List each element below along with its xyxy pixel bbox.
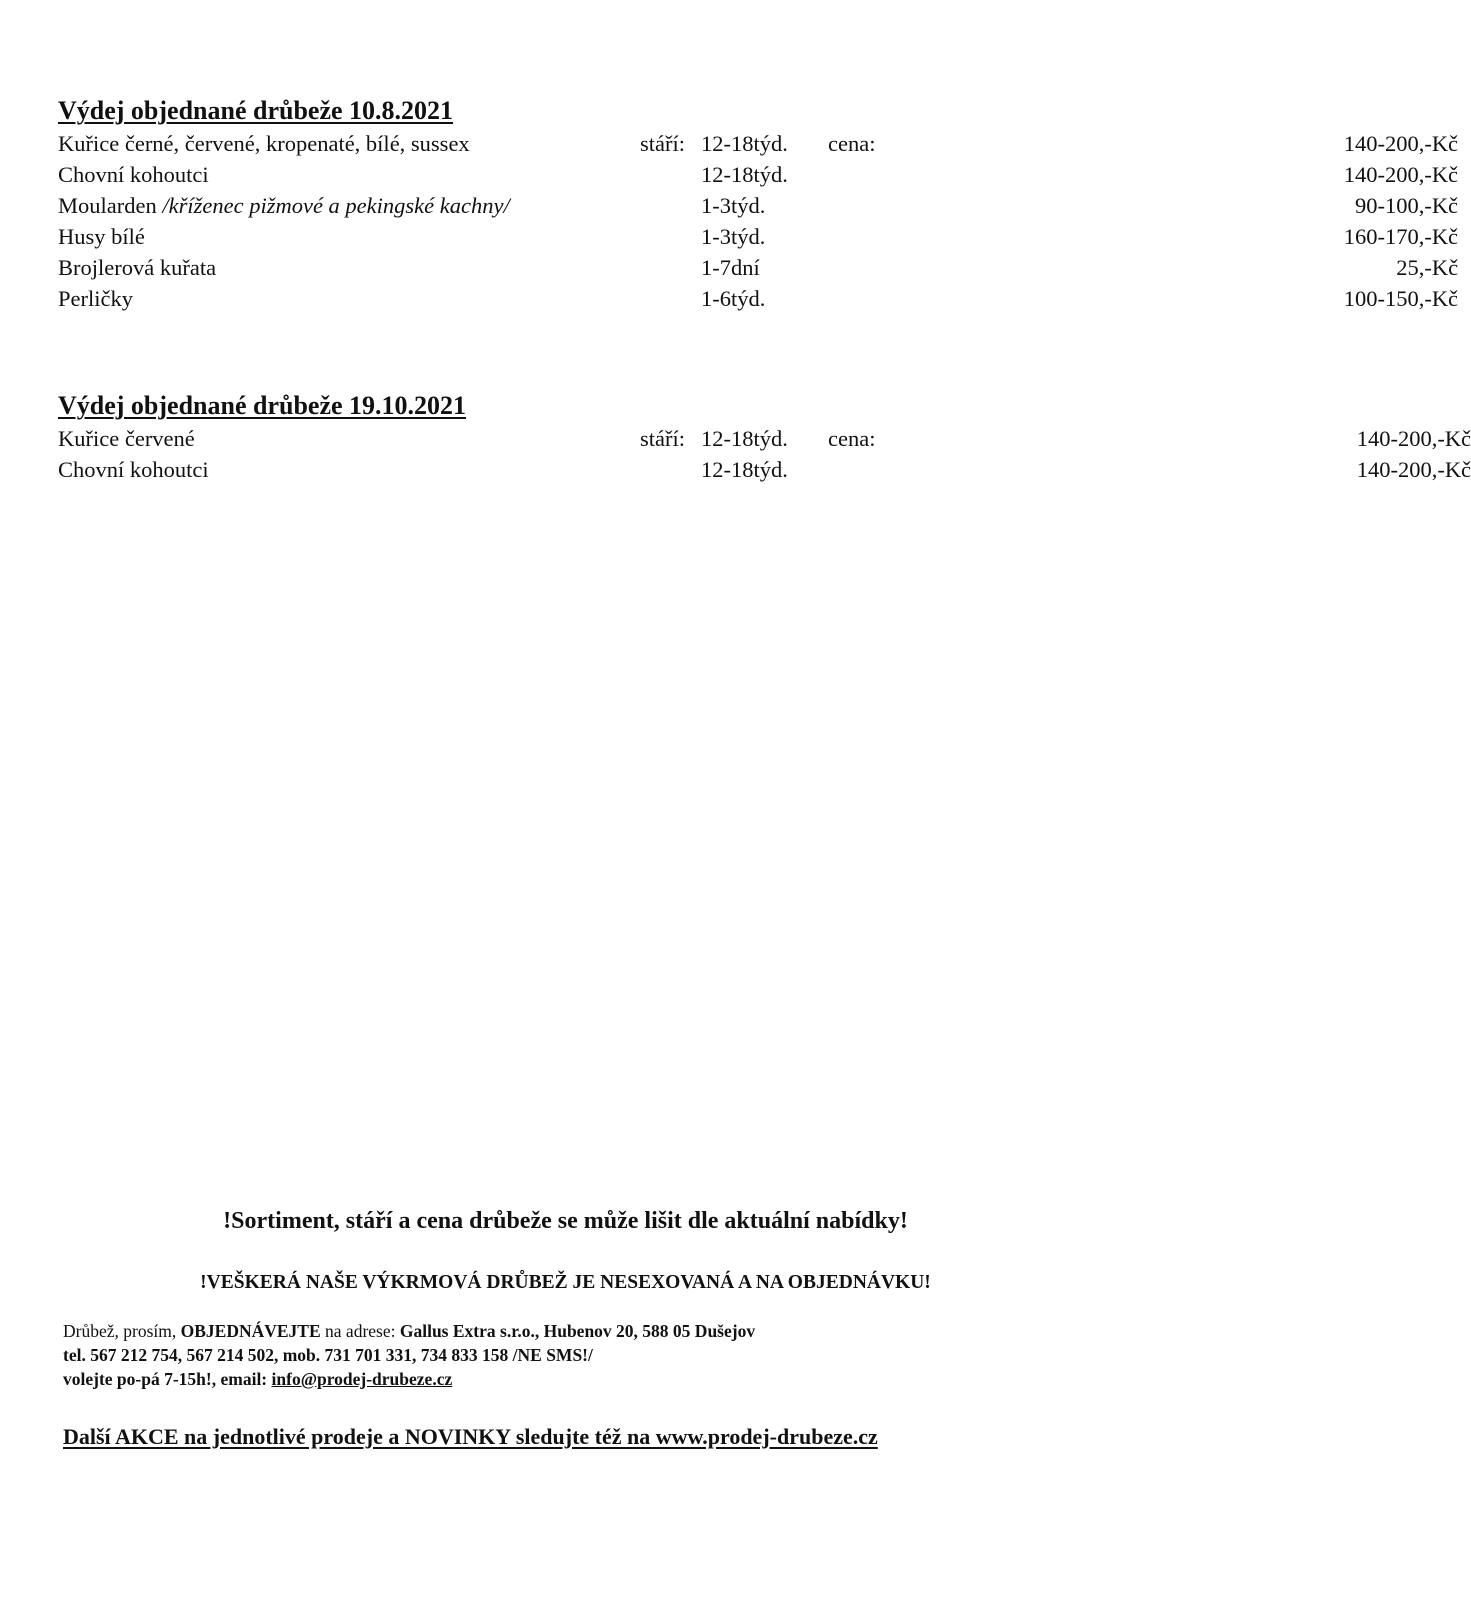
list-item — [58, 190, 1459, 221]
item-name: Brojlerová kuřata — [58, 255, 217, 280]
list-item — [58, 454, 1471, 485]
item-name: Perličky — [58, 286, 133, 311]
item-age: 12-18týd. — [701, 426, 788, 451]
item-price: 25,-Kč — [1396, 255, 1459, 280]
phone-numbers: tel. 567 212 754, 567 214 502, mob. 731 701 331, 734 833 158 /NE SMS!/ — [63, 1345, 593, 1365]
list-item — [58, 221, 1459, 252]
company-address: Gallus Extra s.r.o., Hubenov 20, 588 05 Dušejov — [399, 1321, 756, 1341]
item-name: Chovní kohoutci — [58, 457, 209, 482]
price-label: cena: — [828, 131, 876, 156]
item-price: 100-150,-Kč — [1343, 286, 1459, 311]
office-hours: volejte po-pá 7-15h!, email: — [63, 1369, 272, 1389]
list-item — [58, 128, 1459, 159]
item-price: 140-200,-Kč — [1343, 162, 1459, 187]
age-label: stáří: — [640, 426, 685, 451]
unsexed-notice: !VEŠKERÁ NAŠE VÝKRMOVÁ DRŮBEŽ JE NESEXOVANÁ A NA OBJEDNÁVKU! — [200, 1272, 931, 1293]
contact-block — [63, 1319, 755, 1391]
contact-hours-line — [63, 1367, 755, 1391]
contact-address-line — [63, 1319, 755, 1343]
item-price: 140-200,-Kč — [1343, 131, 1459, 156]
item-price: 140-200,-Kč — [1356, 426, 1471, 451]
list-item — [58, 252, 1459, 283]
item-age: 12-18týd. — [701, 457, 788, 482]
section-august — [58, 94, 1459, 314]
item-age: 1-3týd. — [701, 224, 766, 249]
section-october — [58, 389, 1471, 485]
item-age: 12-18týd. — [701, 131, 788, 156]
item-name: Chovní kohoutci — [58, 162, 209, 187]
section-title: Výdej objednané drůbeže 10.8.2021 — [58, 96, 454, 125]
list-item — [58, 283, 1459, 314]
order-word: OBJEDNÁVEJTE — [180, 1321, 321, 1341]
contact-mid: na adrese: — [320, 1321, 400, 1341]
item-age: 1-6týd. — [701, 286, 766, 311]
item-age: 1-7dní — [701, 255, 760, 280]
website-link[interactable]: Další AKCE na jednotlivé prodeje a NOVINKY sledujte též na www.prodej-drubeze.cz — [63, 1424, 878, 1449]
section-title: Výdej objednané drůbeže 19.10.2021 — [58, 391, 467, 420]
item-name-wrap — [58, 190, 510, 221]
item-age: 12-18týd. — [701, 162, 788, 187]
item-price: 160-170,-Kč — [1343, 224, 1459, 249]
item-name: Husy bílé — [58, 224, 145, 249]
item-name: Kuřice červené — [58, 426, 195, 451]
price-label: cena: — [828, 426, 876, 451]
contact-phone-line — [63, 1343, 755, 1367]
assortment-notice: !Sortiment, stáří a cena drůbeže se může lišit dle aktuální nabídky! — [223, 1208, 908, 1234]
item-price: 140-200,-Kč — [1356, 457, 1471, 482]
list-item — [58, 423, 1471, 454]
item-name: Kuřice černé, červené, kropenaté, bílé, sussex — [58, 131, 470, 156]
item-note: /kříženec pižmové a pekingské kachny/ — [162, 193, 510, 218]
item-name: Moularden — [58, 193, 163, 218]
age-label: stáří: — [640, 131, 685, 156]
list-item — [58, 159, 1459, 190]
contact-prefix: Drůbež, prosím, — [63, 1321, 181, 1341]
email-link[interactable]: info@prodej-drubeze.cz — [271, 1369, 453, 1389]
item-price: 90-100,-Kč — [1354, 193, 1459, 218]
item-age: 1-3týd. — [701, 193, 766, 218]
